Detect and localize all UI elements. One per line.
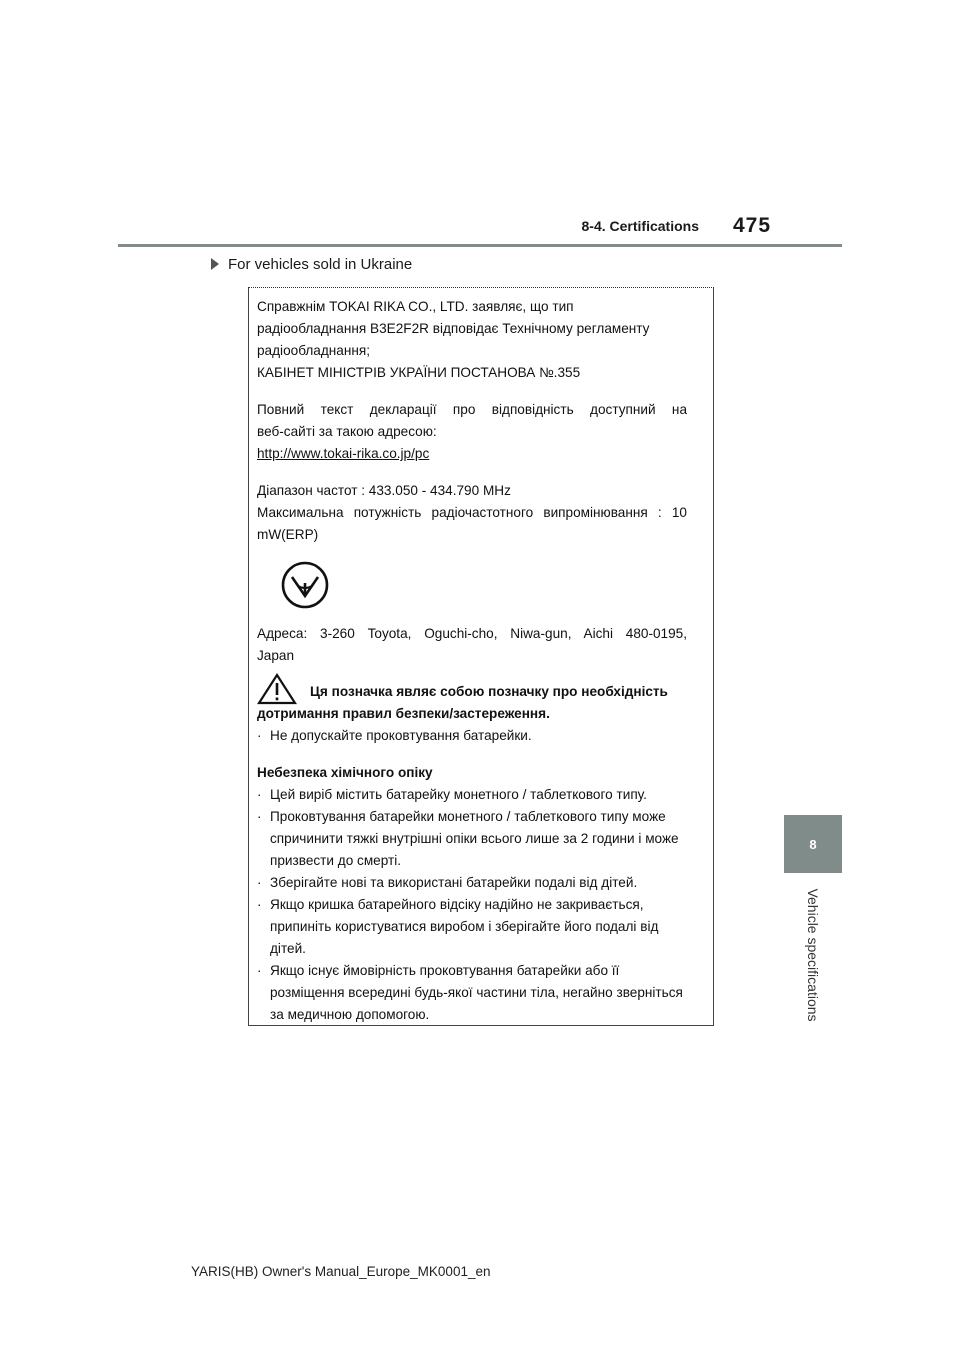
triangle-bullet-icon [211,258,219,270]
max-power-line: mW(ERP) [257,527,319,542]
section-heading [211,256,412,273]
footer-manual-id: YARIS(HB) Owner's Manual_Europe_MK0001_en [191,1264,491,1279]
header-rule [118,244,842,247]
warning-notice [257,681,687,725]
fulltext-line: веб-сайті за такою адресою: [257,424,437,439]
certification-content [257,296,687,1026]
declaration-line: КАБІНЕТ МІНІСТРІВ УКРАЇНИ ПОСТАНОВА №.355 [257,365,581,380]
list-item: · Проковтування батарейки монетного / таблеткового типу може спричинити тяжкі внутрішні опіки всього лише за 2 години і може призвести до смерті. [257,809,679,868]
warning-text: дотримання правил безпеки/застереження. [257,706,550,721]
list-item: · Цей виріб містить батарейку монетного / таблеткового типу. [257,787,647,802]
chemical-hazard-title: Небезпека хімічного опіку [257,765,433,780]
list-item: · Якщо існує ймовірність проковтування батарейки або її розміщення всередині будь-якої частини тіла, негайно зверніться за медичною допомогою. [257,963,683,1022]
section-heading-text: For vehicles sold in Ukraine [228,256,413,273]
list-item: · Не допускайте проковтування батарейки. [257,728,532,743]
list-item: · Якщо кришка батарейного відсіку надійно не закривається, припиніть користуватися виробом і зберігайте його подалі від дітей. [257,897,659,956]
chapter-tab[interactable] [784,815,842,873]
declaration-line: Справжнім TOKAI RIKA CO., LTD. заявляє, що тип [257,299,574,314]
ukraine-conformity-mark-icon [279,559,331,611]
frequency-range: Діапазон частот : 433.050 - 434.790 MHz [257,483,511,498]
address-line: Japan [257,648,295,663]
declaration-line: радіообладнання B3E2F2R відповідає Технічному регламенту [257,321,650,336]
address-line: Адреса: 3-260 Toyota, Oguchi-cho, Niwa-gun, Aichi 480-0195, [257,626,687,641]
chapter-side-label: Vehicle specifications [805,888,821,1022]
header-section-title: 8-4. Certifications [581,218,699,234]
page-number: 475 [733,214,772,237]
list-item: · Зберігайте нові та використані батарейки подалі від дітей. [257,875,638,890]
frame-top-border [248,287,714,288]
declaration-url-link[interactable]: http://www.tokai-rika.co.jp/pc [257,446,430,461]
chapter-number: 8 [809,836,817,852]
max-power-line: Максимальна потужність радіочастотного випромінювання : 10 [257,505,687,520]
warning-triangle-icon [257,673,297,705]
declaration-line: радіообладнання; [257,343,371,358]
ukraine-conformity-mark [257,546,687,623]
warning-text: Ця позначка являє собою позначку про необхідність [310,684,668,699]
fulltext-line: Повний текст декларації про відповідність доступний на [257,402,687,417]
